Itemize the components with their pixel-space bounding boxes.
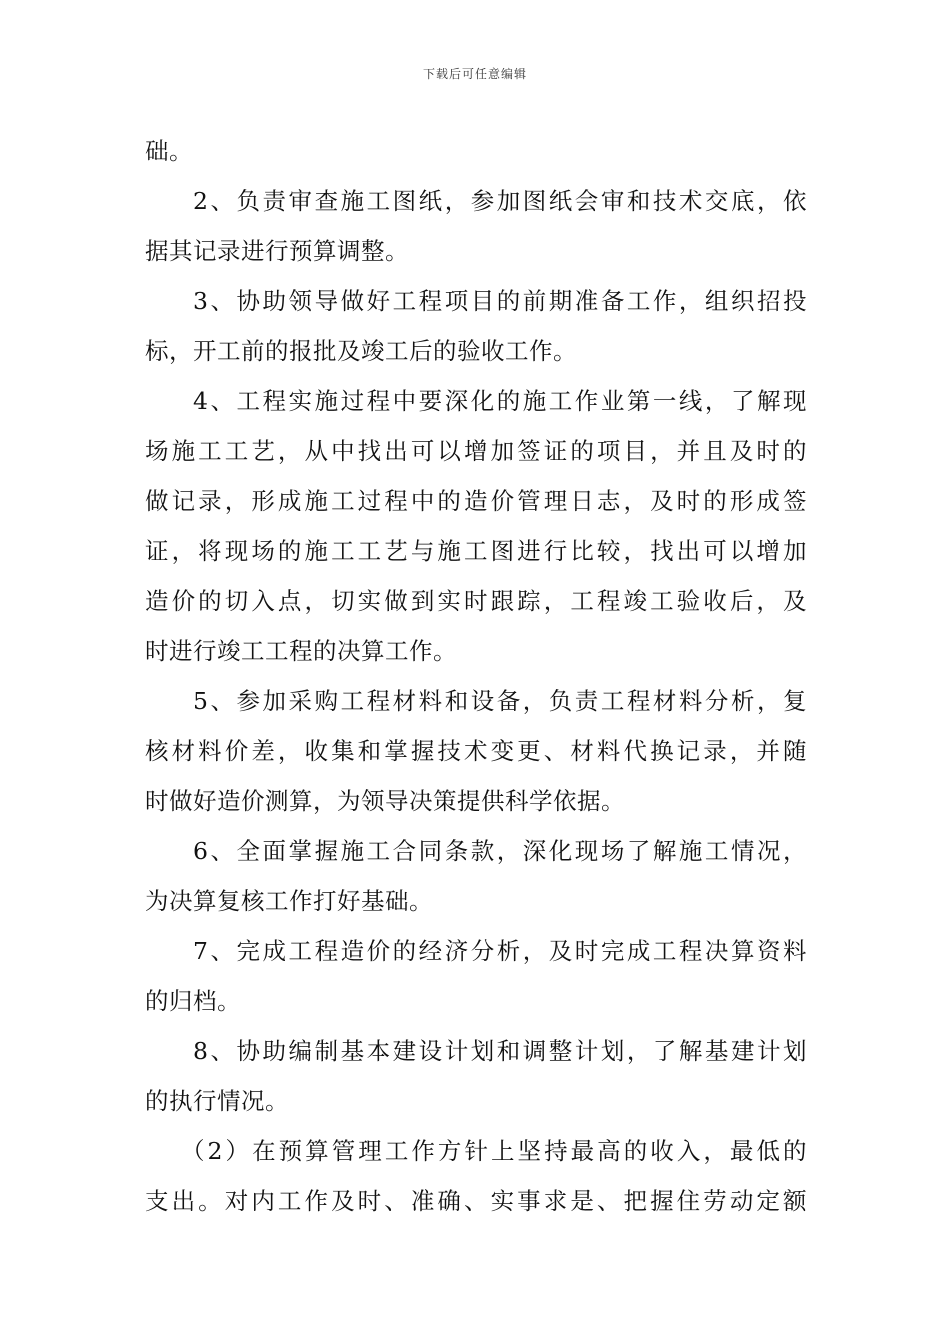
paragraph-line: （2）在预算管理工作方针上坚持最高的收入，最低的 [181,1137,807,1165]
paragraph-line: 据其记录进行预算调整。 [145,237,409,265]
paragraph-line: 6、全面掌握施工合同条款，深化现场了解施工情况， [193,837,807,865]
paragraph-line: 证，将现场的施工工艺与施工图进行比较，找出可以增加 [145,537,807,565]
paragraph-line: 造价的切入点，切实做到实时跟踪，工程竣工验收后，及 [145,587,807,615]
paragraph-line: 场施工工艺，从中找出可以增加签证的项目，并且及时的 [145,437,807,465]
paragraph-line: 4、工程实施过程中要深化的施工作业第一线，了解现 [193,387,807,415]
paragraph-line: 5、参加采购工程材料和设备，负责工程材料分析，复 [193,687,807,715]
page-header: 下载后可任意编辑 [422,67,527,81]
paragraph-line: 支出。对内工作及时、准确、实事求是、把握住劳动定额 [145,1187,807,1215]
paragraph-line: 的归档。 [145,987,241,1015]
paragraph-line: 核材料价差，收集和掌握技术变更、材料代换记录，并随 [145,737,807,765]
paragraph-line: 2、负责审查施工图纸，参加图纸会审和技术交底，依 [193,187,807,215]
paragraph-line: 础。 [145,137,193,165]
document-body [145,126,807,1226]
paragraph-line: 为决算复核工作打好基础。 [145,887,433,915]
paragraph-line: 8、协助编制基本建设计划和调整计划，了解基建计划 [193,1037,807,1065]
paragraph-line: 7、完成工程造价的经济分析，及时完成工程决算资料 [193,937,807,965]
paragraph-line: 3、协助领导做好工程项目的前期准备工作，组织招投 [193,287,807,315]
paragraph-line: 时进行竣工工程的决算工作。 [145,637,457,665]
paragraph-line: 标，开工前的报批及竣工后的验收工作。 [145,337,577,365]
paragraph-line: 时做好造价测算，为领导决策提供科学依据。 [145,787,625,815]
paragraph-line: 做记录，形成施工过程中的造价管理日志，及时的形成签 [145,487,807,515]
paragraph-line: 的执行情况。 [145,1087,289,1115]
